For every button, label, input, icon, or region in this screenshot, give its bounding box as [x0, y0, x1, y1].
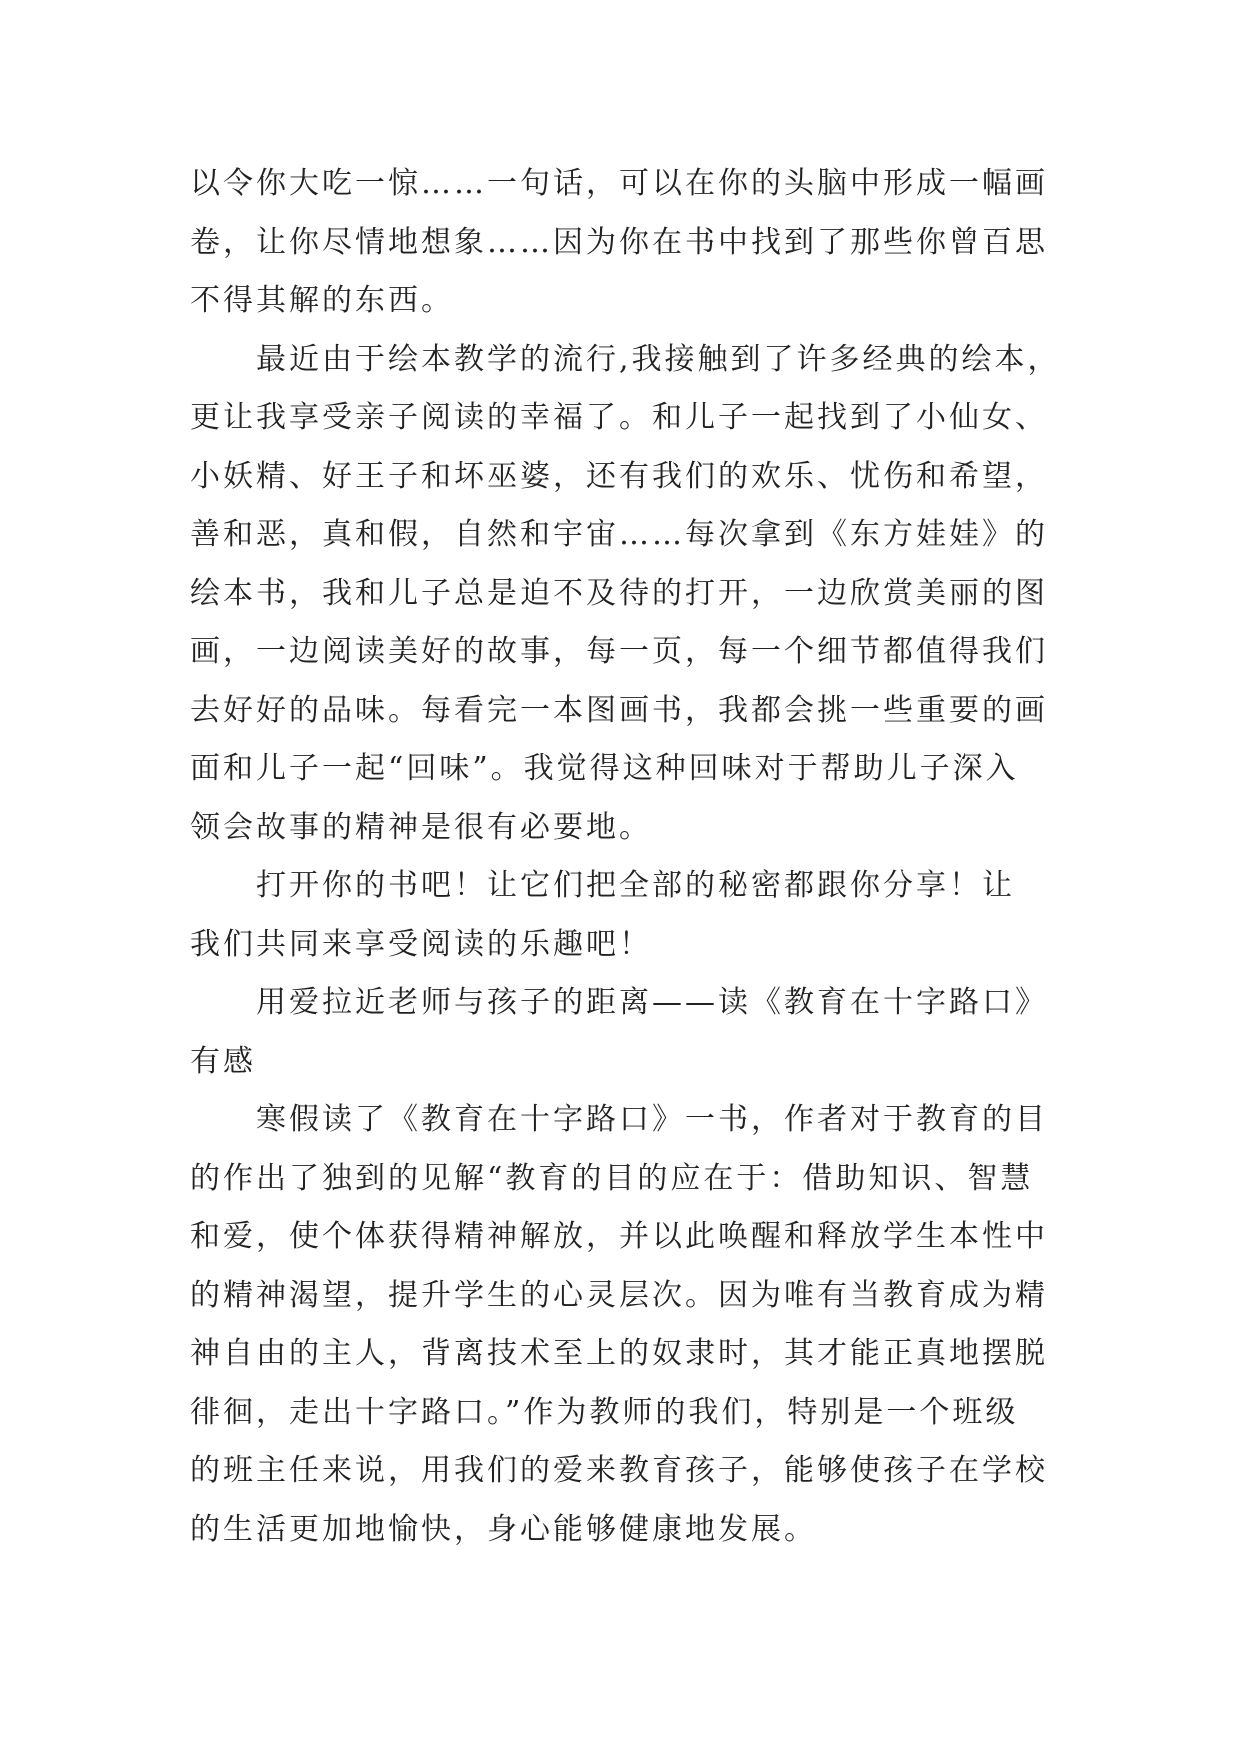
- text-line: 的生活更加地愉快，身心能够健康地发展。: [190, 1511, 817, 1547]
- text-line: 去好好的品味。每看完一本图画书，我都会挑一些重要的画: [190, 692, 1048, 728]
- text-line: 的精神渴望，提升学生的心灵层次。因为唯有当教育成为精: [190, 1277, 1048, 1313]
- text-line: 徘徊，走出十字路口。”作为教师的我们，特别是一个班级: [190, 1394, 1019, 1430]
- text-line: 的作出了独到的见解“教育的目的应在于：借助知识、智慧: [190, 1160, 1034, 1196]
- text-line: 我们共同来享受阅读的乐趣吧！: [190, 926, 652, 962]
- document-body: [190, 155, 1070, 1559]
- text-line: 以令你大吃一惊……一句话，可以在你的头脑中形成一幅画: [190, 166, 1048, 201]
- text-line: 领会故事的精神是很有必要地。: [190, 809, 652, 845]
- text-line: 卷，让你尽情地想象……因为你在书中找到了那些你曾百思: [190, 224, 1048, 260]
- article-title-line: 用爱拉近老师与孩子的距离——读《教育在十字路口》: [190, 985, 1048, 1020]
- text-line: 善和恶，真和假，自然和宇宙……每次拿到《东方娃娃》的: [190, 517, 1048, 552]
- text-line: 寒假读了《教育在十字路口》一书，作者对于教育的目: [190, 1102, 1048, 1137]
- text-line: 的班主任来说，用我们的爱来教育孩子，能够使孩子在学校: [190, 1453, 1048, 1488]
- text-line: 和爱，使个体获得精神解放，并以此唤醒和释放学生本性中: [190, 1219, 1048, 1254]
- article-title-line: 有感: [190, 1043, 256, 1079]
- text-line: 最近由于绘本教学的流行,我接触到了许多经典的绘本，: [190, 341, 1061, 377]
- text-line: 绘本书，我和儿子总是迫不及待的打开，一边欣赏美丽的图: [190, 575, 1048, 611]
- text-line: 更让我享受亲子阅读的幸福了。和儿子一起找到了小仙女、: [190, 400, 1048, 435]
- text-line: 打开你的书吧！让它们把全部的秘密都跟你分享！让: [190, 868, 1015, 903]
- text-line: 画，一边阅读美好的故事，每一页，每一个细节都值得我们: [190, 634, 1048, 669]
- text-line: 小妖精、好王子和坏巫婆，还有我们的欢乐、忧伤和希望，: [190, 458, 1048, 494]
- text-line: 神自由的主人，背离技术至上的奴隶时，其才能正真地摆脱: [190, 1336, 1048, 1371]
- text-line: 面和儿子一起“回味”。我觉得这种回味对于帮助儿子深入: [190, 751, 1019, 786]
- text-line: 不得其解的东西。: [190, 283, 454, 318]
